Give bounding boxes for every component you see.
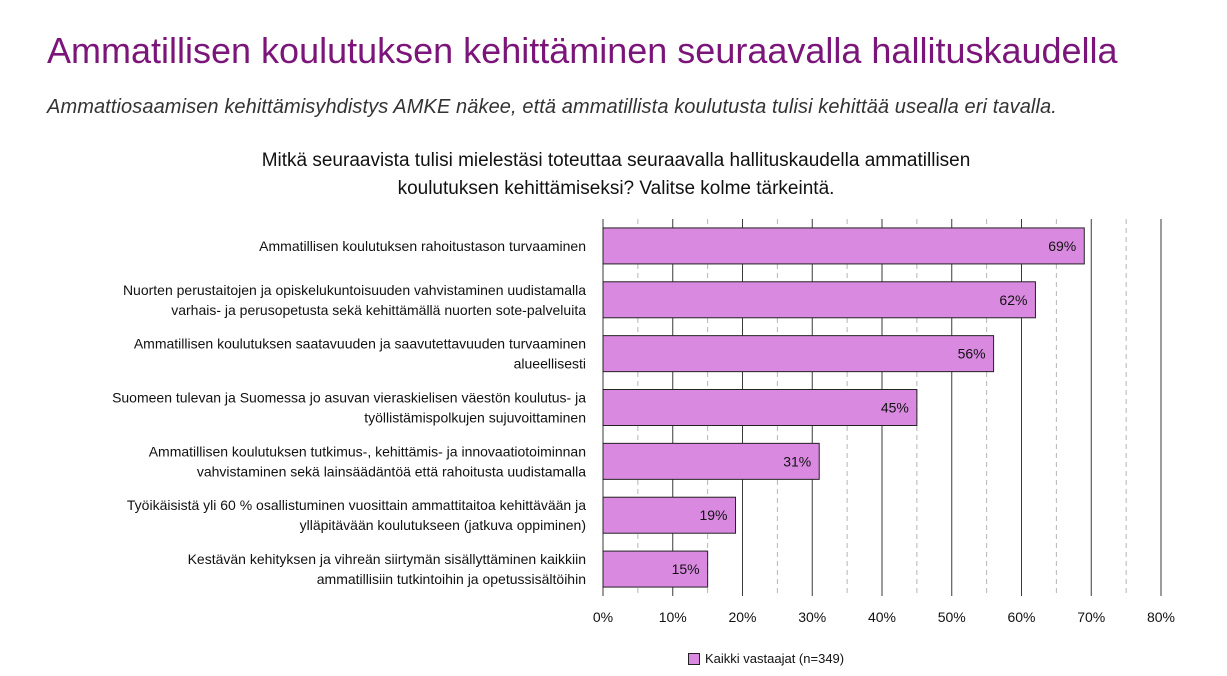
category-label: ylläpitävään koulutukseen (jatkuva oppiminen) — [299, 517, 586, 534]
bar — [603, 336, 994, 372]
x-tick-label: 0% — [592, 609, 614, 625]
chart-question-line: koulutuksen kehittämiseksi? Valitse kolme tärkeintä. — [397, 178, 835, 199]
category-label: työllistämispolkujen sujuvoittaminen — [364, 409, 586, 426]
legend-label: Kaikki vastaajat (n=349) — [705, 651, 845, 666]
data-label: 31% — [783, 453, 812, 470]
x-tick-label: 70% — [1077, 609, 1106, 625]
x-tick-label: 10% — [658, 609, 687, 625]
category-label: Työikäisistä yli 60 % osallistuminen vuosittain ammattitaitoa kehittävään ja — [126, 497, 586, 514]
bar — [603, 282, 1035, 318]
category-label: Ammatillisen koulutuksen tutkimus-, kehittämis- ja innovaatiotoiminnan — [148, 443, 586, 460]
data-label: 15% — [671, 561, 700, 578]
page-subtitle: Ammattiosaamisen kehittämisyhdistys AMKE näkee, että ammatillista koulutusta tulisi kehittää usealla eri tavalla. — [47, 96, 1057, 118]
category-label: ammatillisiin tutkintoihin ja opetussisältöihin — [316, 571, 586, 588]
data-label: 56% — [957, 345, 986, 362]
category-label: Suomeen tulevan ja Suomessa jo asuvan vieraskielisen väestön koulutus- ja — [112, 389, 586, 406]
data-label: 62% — [999, 291, 1028, 308]
x-tick-label: 40% — [867, 609, 897, 625]
x-tick-label: 60% — [1007, 609, 1036, 625]
x-tick-label: 30% — [798, 609, 827, 625]
x-tick-label: 80% — [1146, 609, 1176, 625]
page-title: Ammatillisen koulutuksen kehittäminen seuraavalla hallituskaudella — [47, 30, 1118, 71]
category-label: varhais- ja perusopetusta sekä kehittämällä nuorten sote-palveluita — [171, 301, 586, 318]
category-label: vahvistaminen sekä lainsäädäntöä että rahoitusta uudistamalla — [196, 463, 586, 480]
category-label: Kestävän kehityksen ja vihreän siirtymän sisällyttäminen kaikkiin — [187, 551, 586, 568]
bar — [603, 390, 917, 426]
chart-legend — [688, 651, 844, 666]
x-tick-label: 50% — [937, 609, 966, 625]
category-label: Ammatillisen koulutuksen rahoitustason turvaaminen — [259, 237, 586, 254]
legend-swatch — [688, 653, 700, 665]
data-label: 69% — [1048, 237, 1077, 254]
category-label: Nuorten perustaitojen ja opiskelukuntoisuuden vahvistaminen uudistamalla — [122, 281, 586, 298]
chart-question-line: Mitkä seuraavista tulisi mielestäsi toteuttaa seuraavalla hallituskaudella ammatillisen — [261, 150, 971, 171]
data-label: 19% — [699, 507, 728, 524]
x-tick-label: 20% — [728, 609, 757, 625]
bar — [603, 228, 1084, 264]
category-label: alueellisesti — [513, 355, 586, 372]
category-label: Ammatillisen koulutuksen saatavuuden ja saavutettavuuden turvaaminen — [133, 335, 586, 352]
data-label: 45% — [880, 399, 909, 416]
